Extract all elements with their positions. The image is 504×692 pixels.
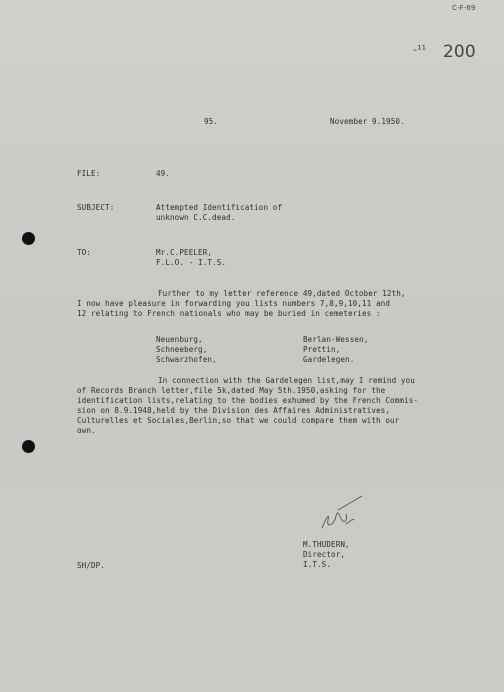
body-line: identification lists,relating to the bodies exhumed by the French Commis-: [77, 396, 419, 405]
place-item: Prettin,: [303, 345, 341, 354]
place-item: Schwarzhofen,: [156, 355, 217, 364]
place-item: Gardelegen.: [303, 355, 355, 364]
handwritten-reference: C-F-69: [452, 4, 476, 12]
typist-initials: SH/DP.: [77, 561, 106, 570]
handwritten-signature: [316, 490, 372, 534]
file-label: FILE:: [77, 169, 101, 178]
addressee-line: F.L.O. - I.T.S.: [156, 258, 227, 267]
place-item: Schneeberg,: [156, 345, 208, 354]
subject-line: unknown C.C.dead.: [156, 213, 236, 222]
body-line: 12 relating to French nationals who may be buried in cemeteries :: [77, 309, 381, 318]
subject-label: SUBJECT:: [77, 203, 115, 212]
body-line: own.: [77, 426, 96, 435]
stamp-code: -¹¹: [413, 43, 427, 56]
punch-hole: [22, 440, 35, 453]
body-line: sion on 8.9.1948,held by the Division des Affaires Administratives,: [77, 406, 391, 415]
letter-number: 95.: [204, 117, 219, 126]
signatory-org: I.T.S.: [303, 560, 332, 569]
body-line: I now have pleasure in forwarding you lists numbers 7,8,9,10,11 and: [77, 299, 391, 308]
body-line: In connection with the Gardelegen list,may I remind you: [158, 376, 415, 385]
page-number-stamp: 200: [443, 42, 476, 62]
punch-hole: [22, 232, 35, 245]
body-line: of Records Branch letter,file 5k,dated May 5th.1950,asking for the: [77, 386, 386, 395]
file-value: 49.: [156, 169, 171, 178]
letter-date: November 9.1950.: [330, 117, 405, 126]
body-line: Culturelles et Sociales,Berlin,so that we could compare them with our: [77, 416, 400, 425]
signatory-title: Director,: [303, 550, 346, 559]
place-item: Berlan-Wessen,: [303, 335, 369, 344]
signatory-name: M.THUDERN,: [303, 540, 350, 549]
place-item: Neuenburg,: [156, 335, 203, 344]
body-line: Further to my letter reference 49,dated October 12th,: [158, 289, 406, 298]
subject-line: Attempted Identification of: [156, 203, 283, 212]
to-label: TO:: [77, 248, 92, 257]
addressee-line: Mr.C.PEELER,: [156, 248, 213, 257]
